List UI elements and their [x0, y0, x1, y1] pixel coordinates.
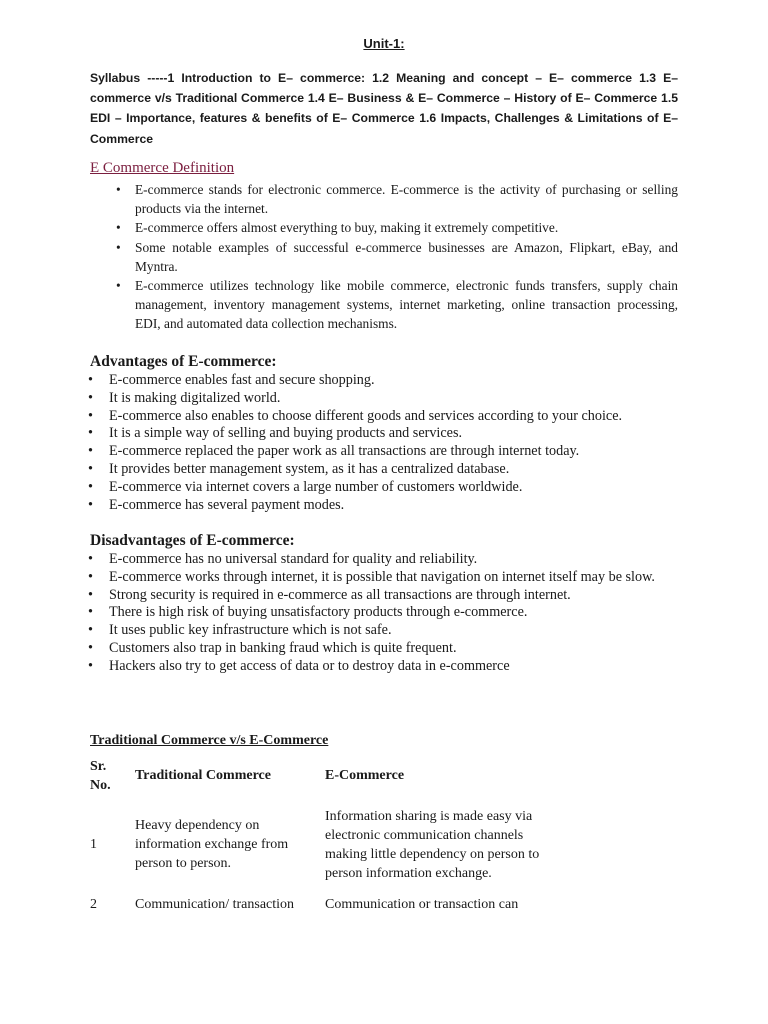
column-header-traditional: Traditional Commerce — [135, 768, 271, 783]
advantages-heading: Advantages of E-commerce: — [90, 353, 277, 370]
unit-title: Unit-1: — [363, 36, 405, 51]
table-cell-ecommerce: Information sharing is made easy via electronic communication channels making little dependency on person to person information exchange. — [325, 809, 540, 881]
table-cell-sr: 1 — [90, 837, 97, 852]
list-item: • E-commerce also enables to choose different goods and services according to your choice. — [88, 408, 678, 426]
list-item: • E-commerce stands for electronic commerce. E-commerce is the activity of purchasing or selling products via the internet. — [90, 180, 678, 218]
list-item: • E-commerce replaced the paper work as all transactions are through internet today. — [88, 443, 678, 461]
list-item: • Some notable examples of successful e-commerce businesses are Amazon, Flipkart, eBay, and Myntra. — [90, 238, 678, 276]
list-item: • E-commerce offers almost everything to buy, making it extremely competitive. — [90, 218, 678, 237]
column-header-sr-no: Sr. No. — [90, 759, 111, 793]
list-item: • It is making digitalized world. — [88, 390, 678, 408]
list-item: • E-commerce via internet covers a large number of customers worldwide. — [88, 479, 678, 497]
table-cell-ecommerce: Communication or transaction can — [325, 897, 519, 912]
disadvantages-list — [88, 551, 678, 676]
advantages-list — [88, 372, 678, 514]
column-header-ecommerce: E-Commerce — [325, 768, 405, 783]
syllabus-paragraph: Syllabus -----1 Introduction to E– commerce: 1.2 Meaning and concept – E– commerce 1.3 E– commerce v/s Traditional Commerce 1.4 E– Business & E– Commerce – History of E– Commerce 1.5 EDI – Importance, features & benefits of E– Commerce 1.6 Impacts, Challenges & Limitations of E– Commerce — [90, 71, 678, 146]
list-item: • It is a simple way of selling and buying products and services. — [88, 425, 678, 443]
list-item: • Hackers also try to get access of data or to destroy data in e-commerce — [88, 658, 678, 676]
comparison-heading: Traditional Commerce v/s E-Commerce — [90, 733, 329, 748]
table-cell-traditional: Communication/ transaction — [135, 897, 295, 912]
list-item: • E-commerce has no universal standard for quality and reliability. — [88, 551, 678, 569]
list-item: • E-commerce works through internet, it is possible that navigation on internet itself may be slow. — [88, 569, 678, 587]
table-cell-traditional: Heavy dependency on information exchange from person to person. — [135, 818, 289, 871]
list-item: • There is high risk of buying unsatisfactory products through e-commerce. — [88, 604, 678, 622]
list-item: • E-commerce utilizes technology like mobile commerce, electronic funds transfers, supply chain management, inventory management systems, internet marketing, online transaction processing, EDI, and automated data collection mechanisms. — [90, 276, 678, 334]
definition-heading: E Commerce Definition — [90, 160, 235, 176]
list-item: • Strong security is required in e-commerce as all transactions are through internet. — [88, 587, 678, 605]
list-item: • It provides better management system, as it has a centralized database. — [88, 461, 678, 479]
table-cell-sr: 2 — [90, 897, 97, 912]
list-item: • It uses public key infrastructure which is not safe. — [88, 622, 678, 640]
list-item: • E-commerce enables fast and secure shopping. — [88, 372, 678, 390]
list-item: • E-commerce has several payment modes. — [88, 497, 678, 515]
definition-list — [90, 180, 678, 334]
disadvantages-heading: Disadvantages of E-commerce: — [90, 532, 295, 549]
list-item: • Customers also trap in banking fraud which is quite frequent. — [88, 640, 678, 658]
